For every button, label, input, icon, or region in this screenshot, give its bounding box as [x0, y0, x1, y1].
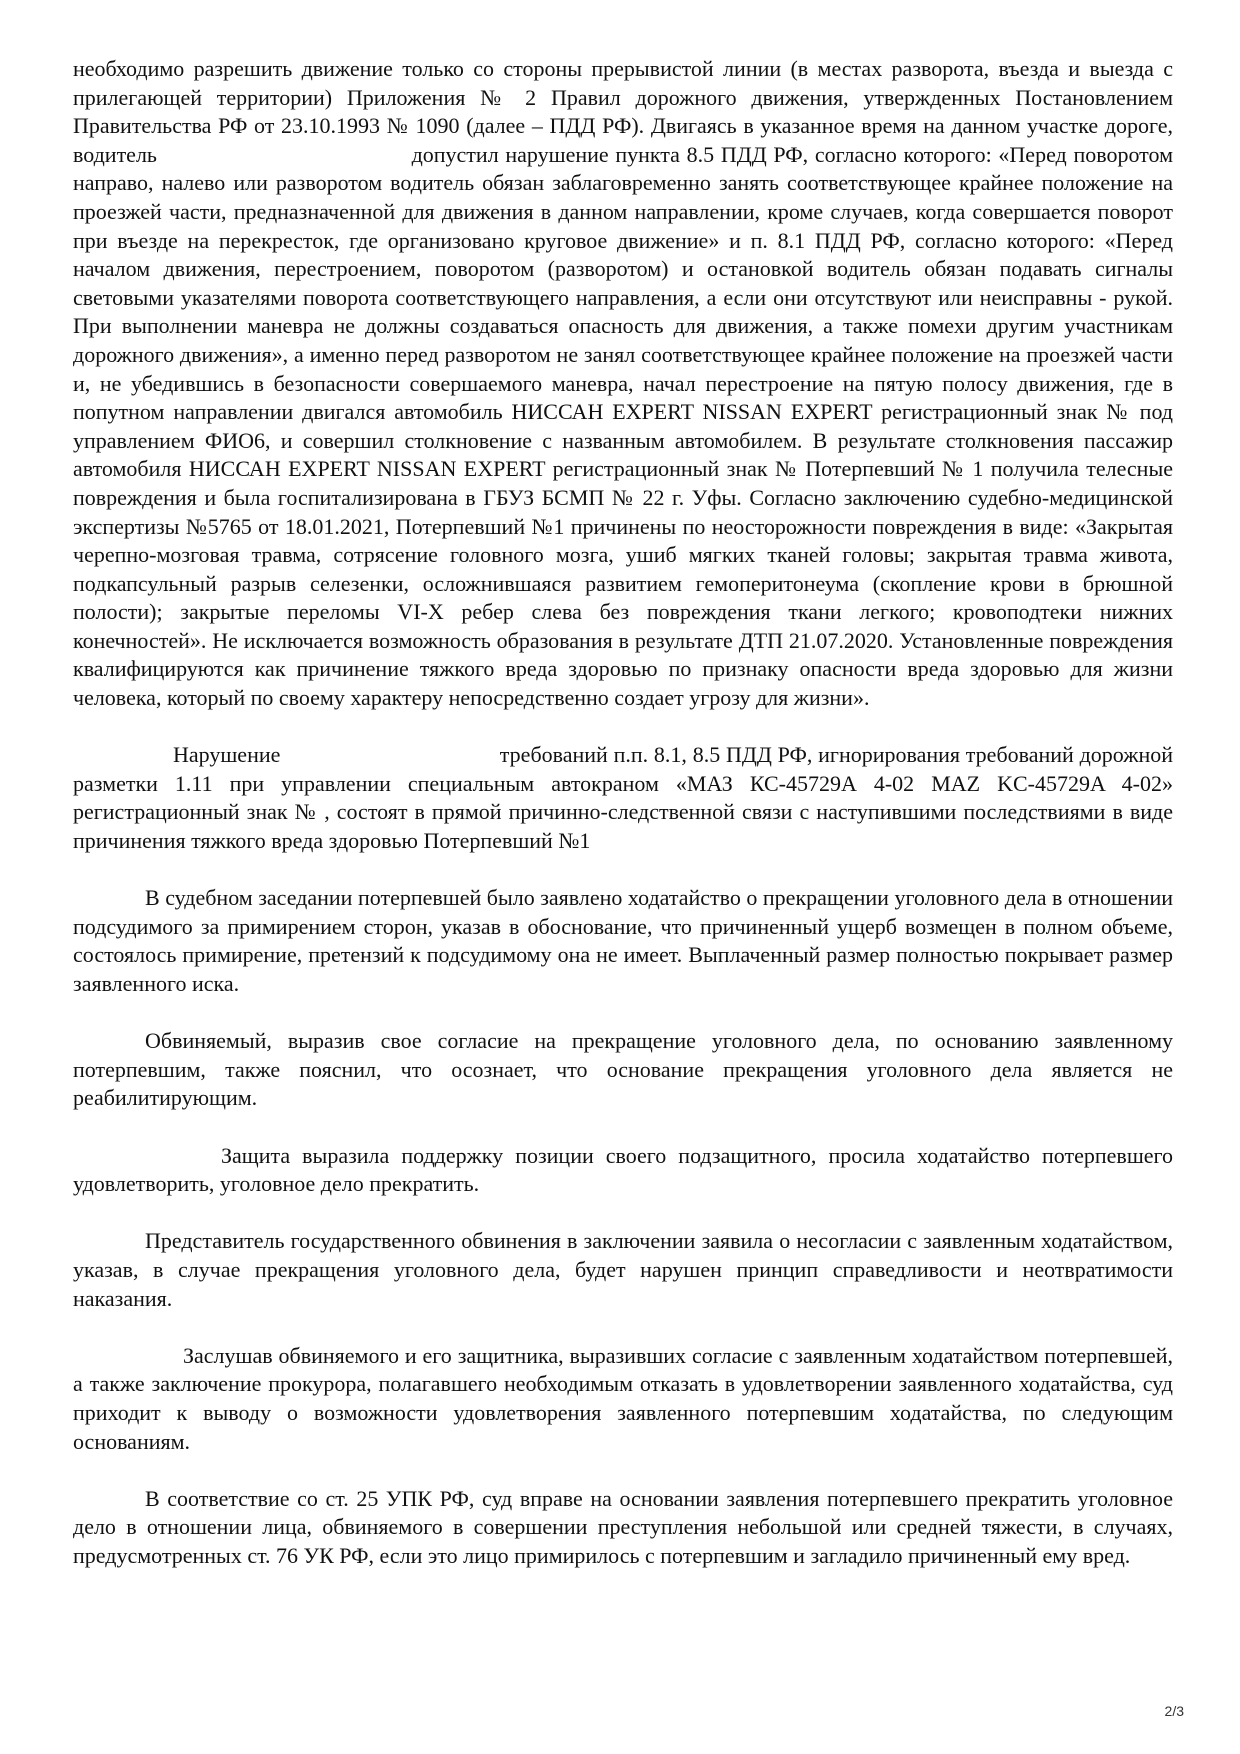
document-body [73, 55, 1179, 1570]
paragraph-defendant-consent: Обвиняемый, выразив свое согласие на прекращение уголовного дела, по основанию заявленному потерпевшим, также пояснил, что осознает, что основание прекращения уголовного дела является не реабилитирующим. [73, 1028, 1173, 1111]
paragraph-court-conclusion: Заслушав обвиняемого и его защитника, выразивших согласие с заявленным ходатайством потерпевшей, а также заключение прокурора, полагавшего необходимым отказать в удовлетворении заявленного ходатайства, суд приходит к выводу о возможности удовлетворения заявленного потерпевшим ходатайства, по следующим основаниям. [73, 1342, 1173, 1454]
paragraph-traffic-violation: необходимо разрешить движение только со стороны прерывистой линии (в местах разворота, въезда и выезда с прилегающей территории) Приложения № 2 Правил дорожного движения, утвержденных Постановлением Правительства РФ от 23.10.1993 № 1090 (далее – ПДД РФ). Двигаясь в указанное время на данном участке дороге, водитель допустил нарушение пункта 8.5 ПДД РФ, согласно которого: «Перед поворотом направо, налево или разворотом водитель обязан заблаговременно занять соответствующее крайнее положение на проезжей части, предназначенной для движения в данном направлении, кроме случаев, когда совершается поворот при въезде на перекресток, где организовано круговое движение» и п. 8.1 ПДД РФ, согласно которого: «Перед началом движения, перестроением, поворотом (разворотом) и остановкой водитель обязан подавать сигналы световыми указателями поворота соответствующего направления, а если они отсутствуют или неисправны - рукой. При выполнении маневра не должны создаваться опасность для движения, а также помехи другим участникам дорожного движения», а именно перед разворотом не занял соответствующее крайнее положение на проезжей части и, не убедившись в безопасности совершаемого маневра, начал перестроение на пятую полосу движения, где в попутном направлении двигался автомобиль НИССАН EXPERT NISSAN EXPERT регистрационный знак № под управлением ФИО6, и совершил столкновение с названным автомобилем. В результате столкновения пассажир автомобиля НИССАН EXPERT NISSAN EXPERT регистрационный знак № Потерпевший № 1 получила телесные повреждения и была госпитализирована в ГБУЗ БСМП № 22 г. Уфы. Согласно заключению судебно-медицинской экспертизы №5765 от 18.01.2021, Потерпевший №1 причинены по неосторожности повреждения в виде: «Закрытая черепно-мозговая травма, сотрясение головного мозга, ушиб мягких тканей головы; закрытая травма живота, подкапсульный разрыв селезенки, осложнившаяся развитием гемоперитонеума (скопление крови в брюшной полости); закрытые переломы VI-X ребер слева без повреждения ткани легкого; кровоподтеки нижних конечностей». Не исключается возможность образования в результате ДТП 21.07.2020. Установленные повреждения квалифицируются как причинение тяжкого вреда здоровью по признаку опасности вреда здоровью для жизни человека, который по своему характеру непосредственно создает угрозу для жизни». [73, 56, 1179, 711]
paragraph-victim-motion: В судебном заседании потерпевшей было заявлено ходатайство о прекращении уголовного дела в отношении подсудимого за примирением сторон, указав в обоснование, что причиненный ущерб возмещен в полном объеме, состоялось примирение, претензий к подсудимому она не имеет. Выплаченный размер полностью покрывает размер заявленного иска. [73, 885, 1173, 996]
paragraph-causal-link: Нарушение требований п.п. 8.1, 8.5 ПДД РФ, игнорирования требований дорожной разметки 1.11 при управлении специальным автокраном «МАЗ КС-45729А 4-02 MAZ KC-45729A 4-02» регистрационный знак № , состоят в прямой причинно-следственной связи с наступившими последствиями в виде причинения тяжкого вреда здоровью Потерпевший №1 [73, 742, 1179, 854]
paragraph-legal-basis: В соответствие со ст. 25 УПК РФ, суд вправе на основании заявления потерпевшего прекратить уголовное дело в отношении лица, обвиняемого в совершении преступления небольшой или средней тяжести, в случаях, предусмотренных ст. 76 УК РФ, если это лицо примирилось с потерпевшим и загладило причиненный ему вред. [73, 1485, 1173, 1568]
paragraph-prosecution-position: Представитель государственного обвинения в заключении заявила о несогласии с заявленным ходатайством, указав, в случае прекращения уголовного дела, будет нарушен принцип справедливости и неотвратимости наказания. [73, 1228, 1173, 1311]
page-number: 2/3 [1164, 1703, 1184, 1719]
paragraph-defense-position: Защита выразила поддержку позиции своего подзащитного, просила ходатайство потерпевшего удовлетворить, уголовное дело прекратить. [73, 1142, 1173, 1197]
